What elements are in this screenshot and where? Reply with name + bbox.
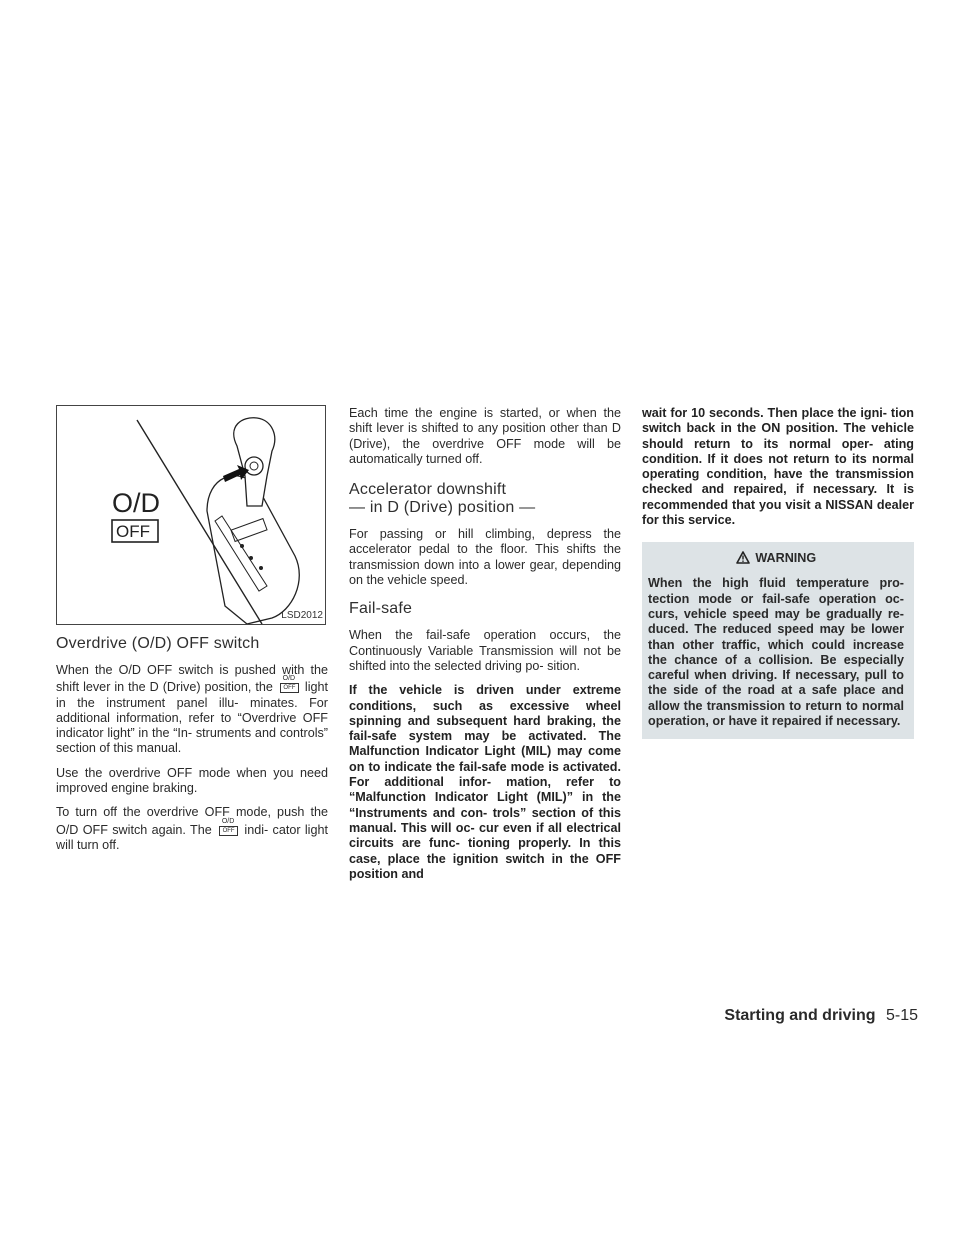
paragraph-fail-safe: When the fail-safe operation occurs, the Continuously Variable Transmission will not be shifted into the selected driving po- sition. bbox=[349, 628, 621, 673]
heading-overdrive-switch: Overdrive (O/D) OFF switch bbox=[56, 635, 260, 652]
figure-code: LSD2012 bbox=[281, 609, 323, 621]
paragraph-turn-off bbox=[56, 805, 328, 853]
paragraph-turn-off-text-a: To turn off the overdrive OFF mode, push the O/D OFF switch again. The bbox=[56, 805, 328, 837]
heading-accelerator-line-1: Accelerator downshift bbox=[349, 481, 507, 499]
page-number: 5-15 bbox=[885, 1007, 918, 1024]
paragraph-turn-off-text-b: indi- cator light will turn off. bbox=[56, 822, 328, 852]
od-off-indicator-icon: O/D OFF bbox=[218, 821, 238, 836]
off-label: OFF bbox=[116, 522, 150, 541]
warning-header bbox=[648, 550, 904, 566]
column-2 bbox=[349, 406, 621, 891]
shift-lever-figure bbox=[56, 405, 326, 625]
paragraph-od-switch bbox=[56, 663, 328, 757]
column-1 bbox=[56, 405, 328, 862]
paragraph-extreme-conditions: If the vehicle is driven under extreme conditions, such as excessive wheel spinning and subsequent hard braking, the fail-safe system may be activated. The Malfunction Indicator Light (MIL) may come on to indicate the fail-safe mode is activated. For additional infor- mation, refer to “Malfunction Indicator Light (MIL)” in the “Instruments and con- trols” section of this manual. This will oc- cur even if all electrical circuits are func- tioning properly. In this case, place the ignition switch in the OFF position and bbox=[349, 683, 621, 881]
page-footer bbox=[724, 1007, 918, 1025]
od-off-indicator-icon: O/D OFF bbox=[279, 678, 299, 693]
paragraph-wait-10-seconds: wait for 10 seconds. Then place the igni- tion switch back in the ON position. The vehicle should return to its normal oper- ating condition. If it does not return to its normal operating condition, have the transmission checked and repaired, if necessary. It is recommended that you visit a NISSAN dealer for this service. bbox=[642, 406, 914, 528]
heading-accelerator-downshift bbox=[349, 481, 621, 517]
paragraph-auto-off: Each time the engine is started, or when the shift lever is shifted to any position other than D (Drive), the overdrive OFF mode will be automatically turned off. bbox=[349, 406, 621, 466]
paragraph-passing: For passing or hill climbing, depress the accelerator pedal to the floor. This shifts the transmission down into a lower gear, depending on the vehicle speed. bbox=[349, 527, 621, 588]
od-label: O/D bbox=[112, 488, 161, 518]
warning-box bbox=[642, 542, 914, 739]
paragraph-od-switch-text-a: When the O/D OFF switch is pushed with the shift lever in the D (Drive) position, the bbox=[56, 663, 328, 695]
section-name: Starting and driving bbox=[724, 1007, 876, 1024]
paragraph-od-switch-text-b: light in the instrument panel illu- minates. For additional information, refer to “Overdrive OFF indicator light” in the “In- struments and controls” section of this manual. bbox=[56, 680, 329, 756]
warning-triangle-icon bbox=[736, 551, 750, 564]
warning-text: When the high fluid temperature pro- tection mode or fail-safe operation oc- curs, vehicle speed may be gradually re- duced. The reduced speed may be lower than other traffic, which could increase the chance of a collision. Be especially careful when driving. If necessary, pull to the side of the road at a safe place and allow the transmission to return to normal operation, or have it repaired if necessary. bbox=[648, 576, 904, 729]
column-3 bbox=[642, 406, 914, 739]
heading-fail-safe: Fail-safe bbox=[349, 600, 413, 618]
shift-lever-illustration bbox=[57, 406, 325, 624]
heading-accelerator-line-2: — in D (Drive) position — bbox=[349, 499, 536, 517]
paragraph-engine-braking: Use the overdrive OFF mode when you need improved engine braking. bbox=[56, 765, 328, 796]
warning-title: WARNING bbox=[755, 551, 817, 566]
